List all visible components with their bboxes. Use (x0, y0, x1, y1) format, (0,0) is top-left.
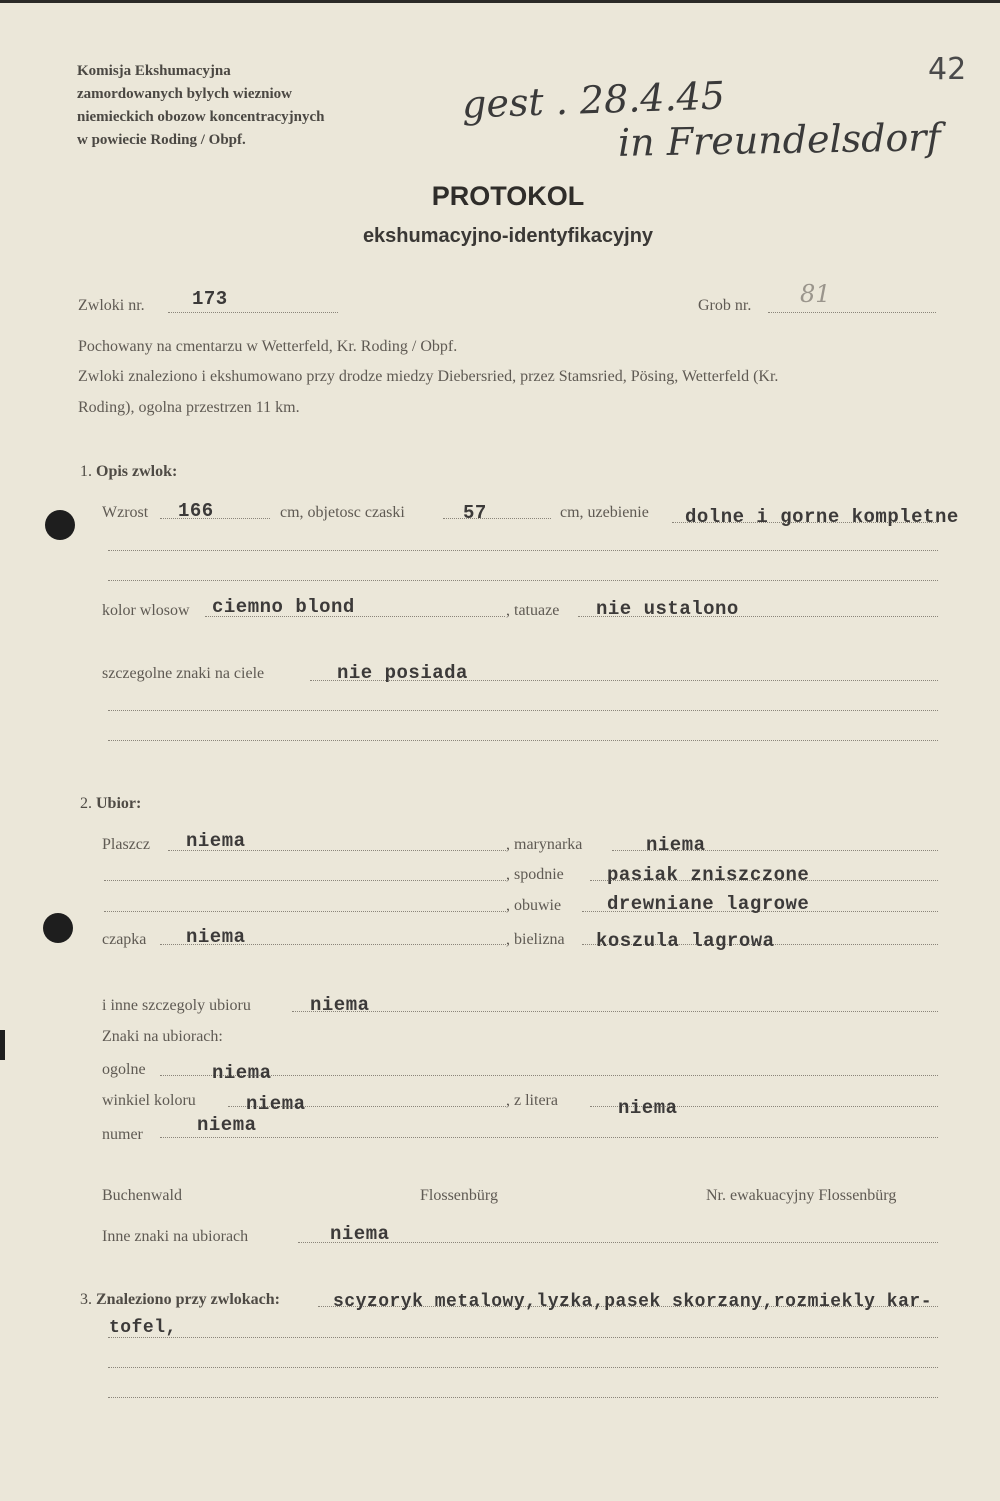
blank-line (108, 1397, 938, 1398)
org-header (77, 60, 324, 152)
section-1-number: 1. (80, 463, 92, 480)
inne-szczegoly-value: niema (310, 994, 370, 1016)
blank-line (108, 550, 938, 551)
wlosy-value: ciemno blond (212, 596, 355, 618)
org-line-2: zamordowanych bylych wiezniow (77, 86, 292, 102)
uzebienie-label: cm, uzebienie (560, 504, 649, 521)
marynarka-value: niema (646, 834, 706, 856)
blank-line (108, 1367, 938, 1368)
numer-label: numer (102, 1126, 143, 1143)
inne-znaki-dotline (298, 1242, 938, 1243)
wzrost-dotline (160, 518, 270, 519)
zwloki-value: 173 (192, 288, 228, 310)
czapka-value: niema (186, 926, 246, 948)
bielizna-value: koszula lagrowa (596, 930, 775, 952)
section-3-heading (80, 1291, 280, 1309)
blank-line (108, 580, 938, 581)
czapka-label: czapka (102, 931, 147, 948)
handwritten-place: in Freundelsdorf (617, 115, 941, 165)
bielizna-label: , bielizna (506, 931, 565, 948)
document-subtitle: ekshumacyjno-identyfikacyjny (362, 225, 654, 247)
blank-line (104, 911, 506, 912)
section-2-title: Ubior: (96, 795, 142, 812)
numer-dotline (160, 1137, 938, 1138)
winkiel-value: niema (246, 1093, 306, 1115)
znaki-value: nie posiada (337, 662, 468, 684)
section-3-title: Znaleziono przy zwlokach: (96, 1291, 280, 1308)
blank-line (108, 710, 938, 711)
section-2-heading (80, 795, 141, 813)
obuwie-label: , obuwie (506, 897, 562, 914)
zwloki-label: Zwloki nr. (78, 297, 145, 314)
inne-znaki-label: Inne znaki na ubiorach (102, 1228, 249, 1245)
blank-line (104, 880, 506, 881)
blank-line (108, 740, 938, 741)
winkiel-label: winkiel koloru (102, 1092, 196, 1109)
numer-value: niema (197, 1114, 257, 1136)
znaleziono-value-line-2: tofel, (109, 1318, 177, 1338)
handwritten-date: gest . 28.4.45 (461, 73, 726, 127)
nr-ewakuacyjny-label: Nr. ewakuacyjny Flossenbürg (706, 1187, 897, 1204)
intro-line-1: Pochowany na cmentarzu w Wetterfeld, Kr. Roding / Obpf. (78, 338, 458, 355)
section-1-title: Opis zwlok: (96, 463, 178, 480)
org-line-4: w powiecie Roding / Obpf. (77, 132, 246, 148)
section-3-number: 3. (80, 1291, 92, 1308)
zwloki-dotline (168, 312, 338, 313)
czaska-value: 57 (463, 502, 487, 524)
ogolne-label: ogolne (102, 1061, 146, 1078)
znaki-label: szczegolne znaki na ciele (102, 665, 265, 682)
tatuaze-label: , tatuaze (506, 602, 560, 619)
page-top-edge (0, 0, 1000, 3)
page-number: 42 (928, 52, 967, 87)
marynarka-label: , marynarka (506, 836, 583, 853)
org-line-3: niemieckich obozow koncentracyjnych (77, 109, 325, 125)
grob-dotline (768, 312, 936, 313)
grob-value: 81 (800, 280, 831, 308)
intro-line-2: Zwloki znaleziono i ekshumowano przy drodze miedzy Diebersried, przez Stamsried, Pösing, Wetterfeld (Kr. (78, 368, 779, 385)
org-line-1: Komisja Ekshumacyjna (77, 63, 231, 79)
inne-szczegoly-dotline (292, 1011, 938, 1012)
inne-znaki-value: niema (330, 1223, 390, 1245)
intro-line-3: Roding), ogolna przestrzen 11 km. (78, 399, 300, 416)
obuwie-value: drewniane lagrowe (607, 893, 810, 915)
znaleziono-dotline-2 (108, 1337, 938, 1338)
flossenburg-label: Flossenbürg (420, 1187, 498, 1204)
wlosy-label: kolor wlosow (102, 602, 190, 619)
litera-label: , z litera (506, 1092, 558, 1109)
spodnie-value: pasiak zniszczone (607, 864, 810, 886)
inne-szczegoly-label: i inne szczegoly ubioru (102, 997, 251, 1014)
ogolne-value: niema (212, 1062, 272, 1084)
edge-mark (0, 1030, 5, 1060)
plaszcz-label: Plaszcz (102, 836, 150, 853)
spodnie-label: , spodnie (506, 866, 564, 883)
tatuaze-value: nie ustalono (596, 598, 739, 620)
wzrost-label: Wzrost (102, 504, 149, 521)
znaki-ubior-label: Znaki na ubiorach: (102, 1028, 223, 1045)
czaska-label: cm, objetosc czaski (280, 504, 405, 521)
buchenwald-label: Buchenwald (102, 1187, 182, 1204)
uzebienie-value: dolne i gorne kompletne (685, 506, 959, 528)
punch-hole-lower (43, 913, 73, 943)
document-title: PROTOKOL (431, 181, 585, 211)
ogolne-dotline (160, 1075, 938, 1076)
grob-label: Grob nr. (698, 297, 752, 314)
section-2-number: 2. (80, 795, 92, 812)
czaska-dotline (443, 518, 551, 519)
znaleziono-value-line-1: scyzoryk metalowy,lyzka,pasek skorzany,rozmiekly kar- (333, 1292, 932, 1312)
litera-value: niema (618, 1097, 678, 1119)
punch-hole-upper (45, 510, 75, 540)
wzrost-value: 166 (178, 500, 214, 522)
plaszcz-value: niema (186, 830, 246, 852)
section-1-heading (80, 463, 177, 481)
